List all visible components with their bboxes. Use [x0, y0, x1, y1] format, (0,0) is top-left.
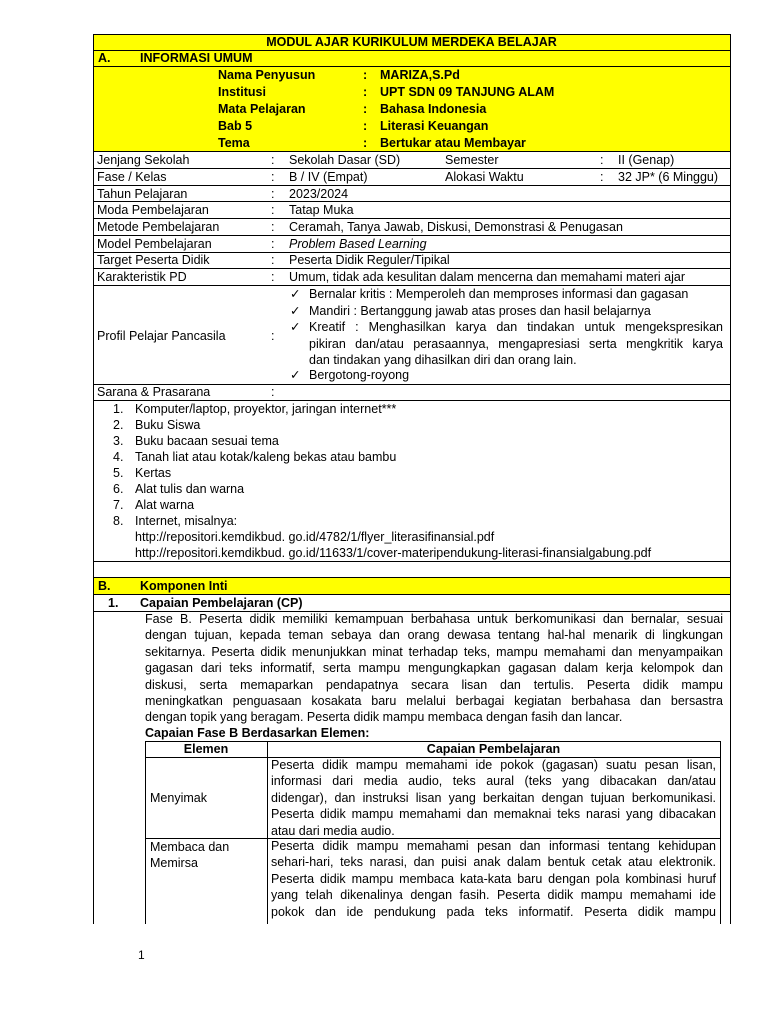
- sarana-num: 6.: [113, 482, 124, 496]
- info-label: Tahun Pelajaran: [97, 187, 188, 201]
- resource-link[interactable]: http://repositori.kemdikbud. go.id/11633/1/cover-materipendukung-literasi-finansialgabung.pdf: [135, 546, 652, 560]
- info-label: Fase / Kelas: [97, 170, 167, 184]
- sarana-num: 3.: [113, 434, 124, 448]
- section-a-title: INFORMASI UMUM: [140, 51, 253, 65]
- info-colon: :: [271, 253, 275, 267]
- profil-item: Kreatif : Menghasilkan karya dan tindakan untuk mengekspresikan pikiran dan/atau perasaannya, mengapresiasi serta mengkritik karya dan tindakan yang dihasilkan diri dan orang lain.: [309, 320, 723, 367]
- sarana-num: 2.: [113, 418, 124, 432]
- info-colon: :: [600, 153, 604, 167]
- identity-value: Literasi Keuangan: [380, 119, 489, 133]
- sarana-num: 5.: [113, 466, 124, 480]
- document-title: MODUL AJAR KURIKULUM MERDEKA BELAJAR: [266, 35, 557, 49]
- table-head-capaian: Capaian Pembelajaran: [426, 742, 561, 756]
- section-b-letter: B.: [98, 579, 111, 593]
- info-label: Alokasi Waktu: [445, 170, 524, 184]
- identity-colon: :: [363, 85, 368, 99]
- info-label: Model Pembelajaran: [97, 237, 212, 251]
- resource-link[interactable]: http://repositori.kemdikbud. go.id/4782/1/flyer_literasifinansial.pdf: [135, 530, 495, 544]
- info-colon: :: [271, 170, 275, 184]
- elemen-cell: Memirsa: [150, 856, 198, 870]
- info-value: Sekolah Dasar (SD): [289, 153, 401, 167]
- profil-item: Mandiri : Bertanggung jawab atas proses dan hasil belajarnya: [309, 304, 651, 318]
- info-value: II (Genap): [618, 153, 675, 167]
- page-number: 1: [138, 948, 145, 962]
- sarana-item: Internet, misalnya:: [135, 514, 238, 528]
- sarana-item: Alat warna: [135, 498, 195, 512]
- identity-label: Institusi: [218, 85, 266, 99]
- elemen-cell: Menyimak: [150, 791, 207, 805]
- profil-item: Bernalar kritis : Memperoleh dan memproses informasi dan gagasan: [309, 287, 689, 301]
- sarana-colon: :: [271, 385, 275, 399]
- section-b-title: Komponen Inti: [140, 579, 228, 593]
- sarana-num: 4.: [113, 450, 124, 464]
- info-value: Tatap Muka: [289, 203, 354, 217]
- sarana-item: Kertas: [135, 466, 172, 480]
- identity-value: MARIZA,S.Pd: [380, 68, 460, 82]
- identity-colon: :: [363, 68, 368, 82]
- identity-value: Bertukar atau Membayar: [380, 136, 526, 150]
- info-colon: :: [271, 203, 275, 217]
- info-value: Umum, tidak ada kesulitan dalam mencerna dan memahami materi ajar: [289, 270, 686, 284]
- identity-value: UPT SDN 09 TANJUNG ALAM: [380, 85, 555, 99]
- check-icon: ✓: [290, 320, 301, 334]
- cp-paragraph: Fase B. Peserta didik memiliki kemampuan berbahasa untuk berkomunikasi dan bernalar, sesuai dengan tujuan, kepada teman sebaya dan orang dewasa tentang hal-hal menarik di lingkungan sekitarnya. Peserta didik menunjukkan minat terhadap teks, mampu memahami dan menyampaikan gagasan dari teks informatif, serta mampu mengungkapkan gagasan dalam kerja kelompok dan diskusi, serta memaparkan pendapatnya secara lisan dan tertulis. Peserta didik mampu meningkatkan penguasaan kosakata baru melalui berbagai kegiatan berbahasa dan bersastra dengan topik yang beragam. Peserta didik mampu membaca dengan fasih dan lancar.: [145, 612, 723, 725]
- info-label: Moda Pembelajaran: [97, 203, 209, 217]
- info-value: 2023/2024: [289, 187, 349, 201]
- sarana-num: 7.: [113, 498, 124, 512]
- sarana-item: Komputer/laptop, proyektor, jaringan internet***: [135, 402, 397, 416]
- sarana-item: Buku Siswa: [135, 418, 201, 432]
- info-label: Semester: [445, 153, 499, 167]
- sarana-item: Buku bacaan sesuai tema: [135, 434, 279, 448]
- info-label: Metode Pembelajaran: [97, 220, 220, 234]
- info-value: Problem Based Learning: [289, 237, 427, 251]
- info-value: 32 JP* (6 Minggu): [618, 170, 719, 184]
- info-value: Ceramah, Tanya Jawab, Diskusi, Demonstrasi & Penugasan: [289, 220, 623, 234]
- sarana-item: Tanah liat atau kotak/kaleng bekas atau bambu: [135, 450, 397, 464]
- identity-label: Bab 5: [218, 119, 253, 133]
- identity-value: Bahasa Indonesia: [380, 102, 487, 116]
- identity-colon: :: [363, 136, 368, 150]
- capaian-cell: Peserta didik mampu memahami ide pokok (gagasan) suatu pesan lisan, informasi dari media audio, teks aural (teks yang dibacakan dan/atau didengar), dan instruksi lisan yang berkaitan dengan tujuan berkomunikasi. Peserta didik mampu memahami dan memaknai teks narasi yang dibacakan atau dari media audio.: [271, 758, 716, 838]
- info-label: Jenjang Sekolah: [97, 153, 190, 167]
- info-colon: :: [600, 170, 604, 184]
- identity-label: Mata Pelajaran: [218, 102, 306, 116]
- check-icon: ✓: [290, 304, 301, 318]
- sarana-item: Alat tulis dan warna: [135, 482, 245, 496]
- sarana-num: 8.: [113, 514, 124, 528]
- section-a-letter: A.: [98, 51, 111, 65]
- cp-title: Capaian Pembelajaran (CP): [140, 596, 303, 610]
- cp-number: 1.: [108, 596, 119, 610]
- sarana-num: 1.: [113, 402, 124, 416]
- identity-colon: :: [363, 102, 368, 116]
- sarana-label: Sarana & Prasarana: [97, 385, 211, 399]
- table-head-elemen: Elemen: [183, 742, 229, 756]
- info-colon: :: [271, 220, 275, 234]
- elemen-cell: Membaca dan: [150, 840, 230, 854]
- capaian-cell: Peserta didik mampu memahami pesan dan informasi tentang kehidupan sehari-hari, teks narasi, dan puisi anak dalam bentuk cetak atau elektronik. Peserta didik mampu membaca kata-kata baru dengan pola kombinasi huruf yang telah dikenalinya dengan fasih. Peserta didik mampu memahami ide pokok dan ide pendukung pada teks informatif. Peserta didik mampu: [271, 839, 716, 919]
- identity-colon: :: [363, 119, 368, 133]
- info-colon: :: [271, 153, 275, 167]
- identity-label: Tema: [218, 136, 250, 150]
- info-value: B / IV (Empat): [289, 170, 368, 184]
- fase-title: Capaian Fase B Berdasarkan Elemen:: [145, 726, 370, 740]
- profil-colon: :: [271, 329, 275, 343]
- check-icon: ✓: [290, 287, 301, 301]
- profil-item: Bergotong-royong: [309, 368, 410, 382]
- info-colon: :: [271, 187, 275, 201]
- info-value: Peserta Didik Reguler/Tipikal: [289, 253, 450, 267]
- info-colon: :: [271, 237, 275, 251]
- profil-label: Profil Pelajar Pancasila: [97, 329, 226, 343]
- identity-label: Nama Penyusun: [218, 68, 316, 82]
- info-colon: :: [271, 270, 275, 284]
- info-label: Target Peserta Didik: [97, 253, 210, 267]
- check-icon: ✓: [290, 368, 301, 382]
- info-label: Karakteristik PD: [97, 270, 187, 284]
